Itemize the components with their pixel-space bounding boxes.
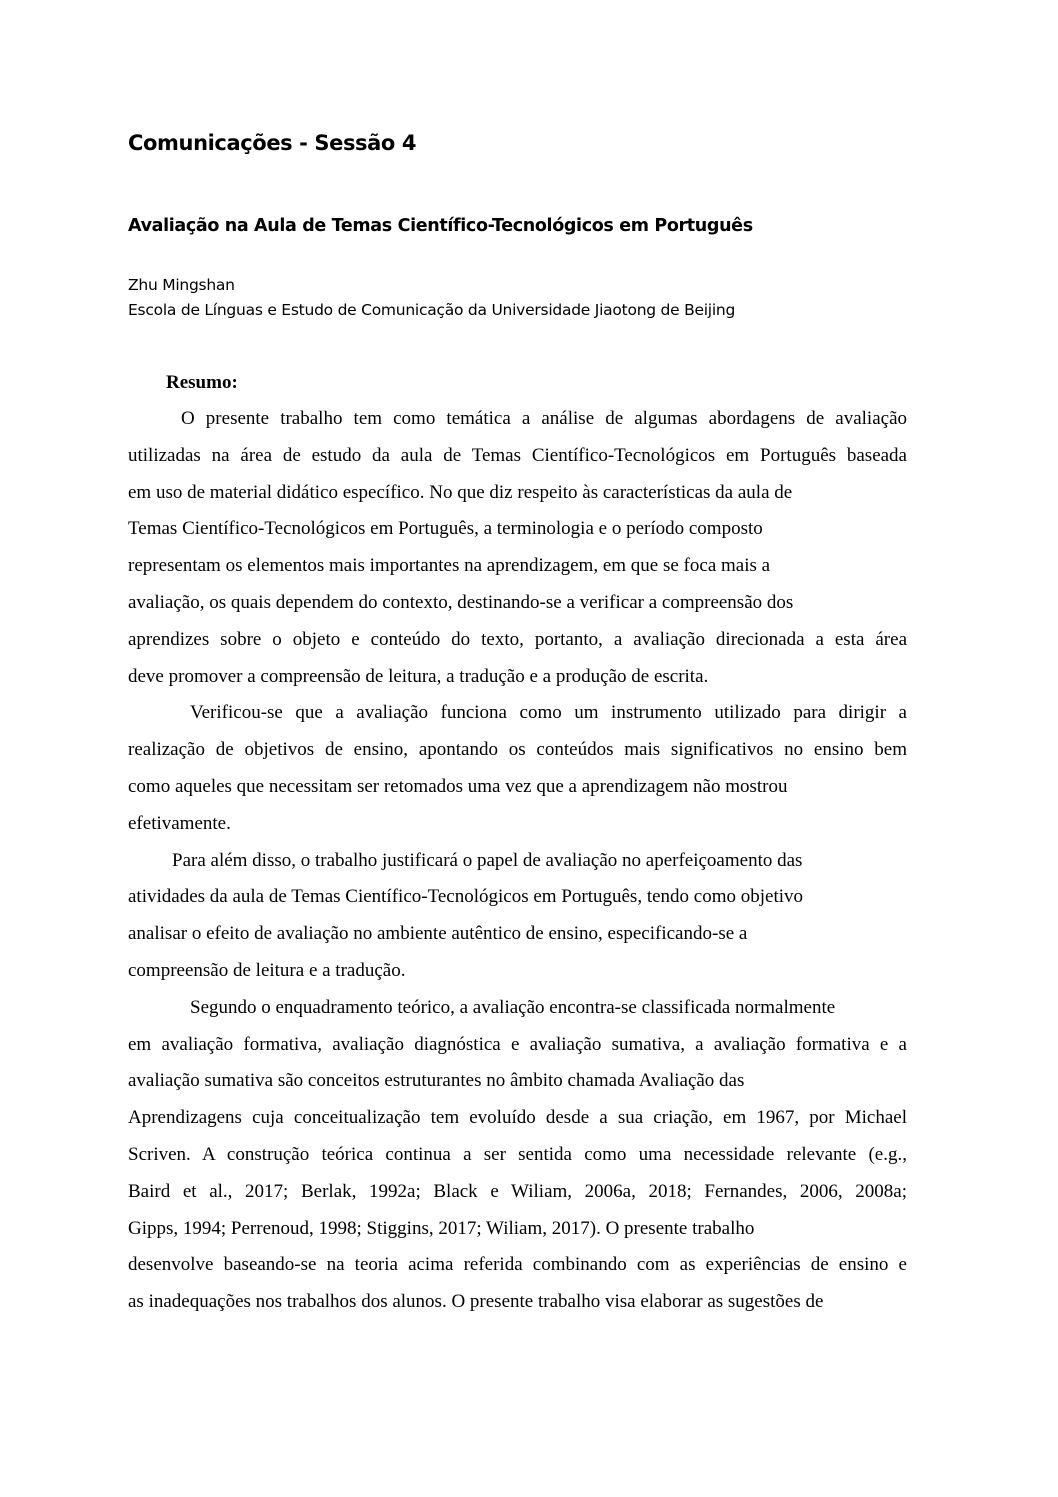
abstract-line: Baird et al., 2017; Berlak, 1992a; Black e Wiliam, 2006a, 2018; Fernandes, 2006, 2008a; [128,1181,907,1202]
abstract-line: O presente trabalho tem como temática a análise de algumas abordagens de avaliação [181,408,907,429]
abstract-line: realização de objetivos de ensino, apontando os conteúdos mais significativos no ensino bem [128,739,907,760]
abstract-line: efetivamente. [128,813,231,834]
abstract-line: representam os elementos mais importantes na aprendizagem, em que se foca mais a [128,555,771,576]
abstract-line: Verificou-se que a avaliação funciona como um instrumento utilizado para dirigir a [190,702,907,723]
abstract-line: analisar o efeito de avaliação no ambiente autêntico de ensino, especificando-se a [128,923,748,944]
author-affiliation: Escola de Línguas e Estudo de Comunicação da Universidade Jiaotong de Beijing [128,301,736,319]
abstract-line: as inadequações nos trabalhos dos alunos. O presente trabalho visa elaborar as sugestões de [128,1291,824,1312]
abstract-line: Scriven. A construção teórica continua a ser sentida como uma necessidade relevante (e.g., [128,1144,907,1165]
abstract-line: deve promover a compreensão de leitura, a tradução e a produção de escrita. [128,666,709,687]
abstract-heading: Resumo: [166,372,238,393]
paper-title: Avaliação na Aula de Temas Científico-Tecnológicos em Português [128,216,753,236]
abstract-line: Temas Científico-Tecnológicos em Português, a terminologia e o período composto [128,518,763,539]
session-heading: Comunicações - Sessão 4 [128,131,417,155]
abstract-line: Aprendizagens cuja conceitualização tem evoluído desde a sua criação, em 1967, por Michael [128,1107,907,1128]
abstract-line: Gipps, 1994; Perrenoud, 1998; Stiggins, 2017; Wiliam, 2017). O presente trabalho [128,1218,755,1239]
author-name: Zhu Mingshan [128,276,235,294]
abstract-line: Segundo o enquadramento teórico, a avaliação encontra-se classificada normalmente [190,997,836,1018]
abstract-line: avaliação sumativa são conceitos estruturantes no âmbito chamada Avaliação das [128,1070,745,1091]
abstract-line: avaliação, os quais dependem do contexto, destinando-se a verificar a compreensão dos [128,592,794,613]
abstract-line: compreensão de leitura e a tradução. [128,960,406,981]
abstract-line: aprendizes sobre o objeto e conteúdo do texto, portanto, a avaliação direcionada a esta área [128,629,907,650]
abstract-line: em uso de material didático específico. No que diz respeito às características da aula de [128,482,793,503]
abstract-line: utilizadas na área de estudo da aula de Temas Científico-Tecnológicos em Português baseada [128,445,907,466]
abstract-line: desenvolve baseando-se na teoria acima referida combinando com as experiências de ensino e [128,1254,907,1275]
abstract-line: em avaliação formativa, avaliação diagnóstica e avaliação sumativa, a avaliação formativa e a [128,1034,907,1055]
abstract-line: como aqueles que necessitam ser retomados uma vez que a aprendizagem não mostrou [128,776,788,797]
abstract-line: Para além disso, o trabalho justificará o papel de avaliação no aperfeiçoamento das [172,850,803,871]
abstract-line: atividades da aula de Temas Científico-Tecnológicos em Português, tendo como objetivo [128,886,804,907]
